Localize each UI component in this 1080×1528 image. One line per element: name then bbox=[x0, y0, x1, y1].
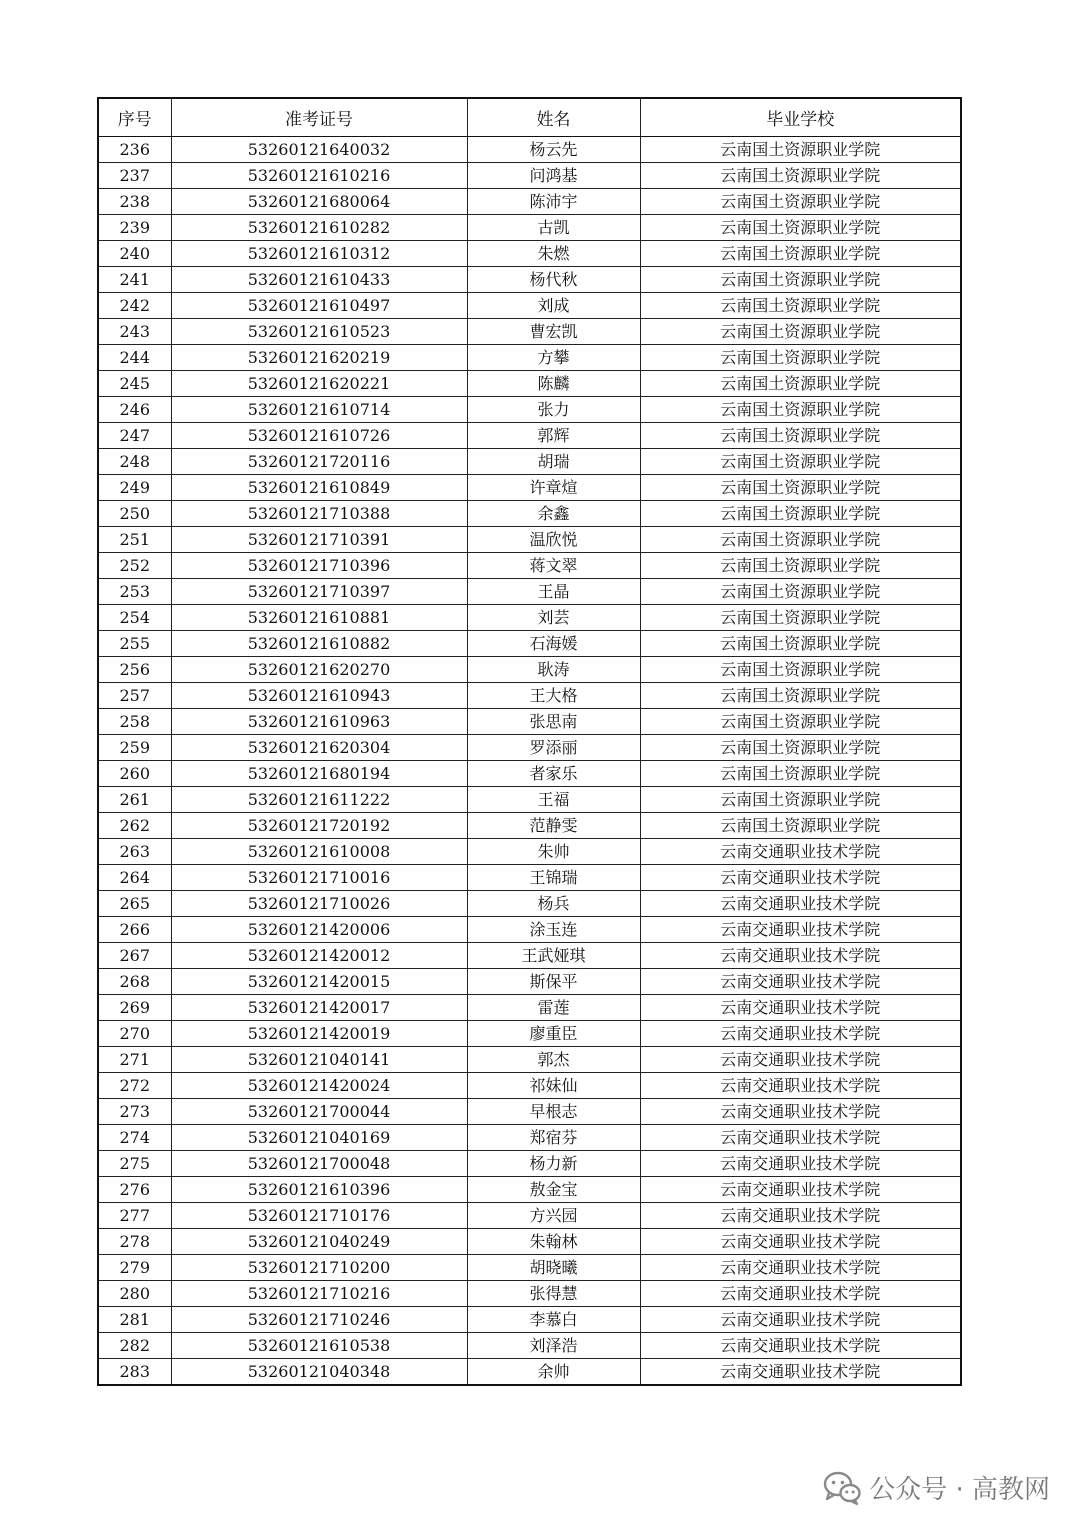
graduate-school: 云南国土资源职业学院 bbox=[640, 189, 961, 215]
table-row bbox=[98, 605, 961, 631]
candidate-name: 王大格 bbox=[467, 683, 640, 709]
row-index: 249 bbox=[98, 475, 171, 501]
exam-number: 53260121420024 bbox=[171, 1073, 467, 1099]
admission-roster-table bbox=[97, 97, 962, 1386]
row-index: 244 bbox=[98, 345, 171, 371]
graduate-school: 云南国土资源职业学院 bbox=[640, 683, 961, 709]
table-row bbox=[98, 995, 961, 1021]
row-index: 283 bbox=[98, 1359, 171, 1386]
graduate-school: 云南交通职业技术学院 bbox=[640, 1359, 961, 1386]
exam-number: 53260121610714 bbox=[171, 397, 467, 423]
candidate-name: 刘成 bbox=[467, 293, 640, 319]
candidate-name: 温欣悦 bbox=[467, 527, 640, 553]
table-row bbox=[98, 631, 961, 657]
exam-number: 53260121420015 bbox=[171, 969, 467, 995]
candidate-name: 杨代秋 bbox=[467, 267, 640, 293]
candidate-name: 郭杰 bbox=[467, 1047, 640, 1073]
row-index: 246 bbox=[98, 397, 171, 423]
row-index: 255 bbox=[98, 631, 171, 657]
graduate-school: 云南交通职业技术学院 bbox=[640, 1151, 961, 1177]
candidate-name: 朱帅 bbox=[467, 839, 640, 865]
row-index: 281 bbox=[98, 1307, 171, 1333]
graduate-school: 云南国土资源职业学院 bbox=[640, 397, 961, 423]
row-index: 237 bbox=[98, 163, 171, 189]
candidate-name: 范静雯 bbox=[467, 813, 640, 839]
candidate-name: 廖重臣 bbox=[467, 1021, 640, 1047]
table-row bbox=[98, 709, 961, 735]
graduate-school: 云南国土资源职业学院 bbox=[640, 501, 961, 527]
table-row bbox=[98, 1359, 961, 1386]
graduate-school: 云南国土资源职业学院 bbox=[640, 137, 961, 163]
header-name: 姓名 bbox=[467, 98, 640, 137]
table-row bbox=[98, 1281, 961, 1307]
table-row bbox=[98, 1021, 961, 1047]
exam-number: 53260121610523 bbox=[171, 319, 467, 345]
table-row bbox=[98, 163, 961, 189]
graduate-school: 云南交通职业技术学院 bbox=[640, 943, 961, 969]
graduate-school: 云南交通职业技术学院 bbox=[640, 995, 961, 1021]
row-index: 254 bbox=[98, 605, 171, 631]
graduate-school: 云南国土资源职业学院 bbox=[640, 605, 961, 631]
exam-number: 53260121040169 bbox=[171, 1125, 467, 1151]
graduate-school: 云南交通职业技术学院 bbox=[640, 969, 961, 995]
graduate-school: 云南国土资源职业学院 bbox=[640, 241, 961, 267]
table-row bbox=[98, 293, 961, 319]
exam-number: 53260121710397 bbox=[171, 579, 467, 605]
table-row bbox=[98, 371, 961, 397]
exam-number: 53260121040141 bbox=[171, 1047, 467, 1073]
exam-number: 53260121610881 bbox=[171, 605, 467, 631]
exam-number: 53260121680064 bbox=[171, 189, 467, 215]
row-index: 259 bbox=[98, 735, 171, 761]
candidate-name: 张得慧 bbox=[467, 1281, 640, 1307]
row-index: 236 bbox=[98, 137, 171, 163]
exam-number: 53260121710396 bbox=[171, 553, 467, 579]
exam-number: 53260121420019 bbox=[171, 1021, 467, 1047]
candidate-name: 雷莲 bbox=[467, 995, 640, 1021]
candidate-name: 者家乐 bbox=[467, 761, 640, 787]
table-row bbox=[98, 943, 961, 969]
candidate-name: 王福 bbox=[467, 787, 640, 813]
row-index: 256 bbox=[98, 657, 171, 683]
graduate-school: 云南国土资源职业学院 bbox=[640, 449, 961, 475]
exam-number: 53260121420012 bbox=[171, 943, 467, 969]
table-row bbox=[98, 267, 961, 293]
table-row bbox=[98, 527, 961, 553]
table-row bbox=[98, 553, 961, 579]
exam-number: 53260121710388 bbox=[171, 501, 467, 527]
graduate-school: 云南交通职业技术学院 bbox=[640, 1255, 961, 1281]
exam-number: 53260121620221 bbox=[171, 371, 467, 397]
exam-number: 53260121640032 bbox=[171, 137, 467, 163]
row-index: 279 bbox=[98, 1255, 171, 1281]
exam-number: 53260121610008 bbox=[171, 839, 467, 865]
table-row bbox=[98, 189, 961, 215]
graduate-school: 云南交通职业技术学院 bbox=[640, 917, 961, 943]
graduate-school: 云南国土资源职业学院 bbox=[640, 423, 961, 449]
table-row bbox=[98, 579, 961, 605]
exam-number: 53260121710391 bbox=[171, 527, 467, 553]
graduate-school: 云南国土资源职业学院 bbox=[640, 631, 961, 657]
header-index: 序号 bbox=[98, 98, 171, 137]
table-row bbox=[98, 891, 961, 917]
graduate-school: 云南国土资源职业学院 bbox=[640, 163, 961, 189]
graduate-school: 云南交通职业技术学院 bbox=[640, 1177, 961, 1203]
candidate-name: 曹宏凯 bbox=[467, 319, 640, 345]
candidate-name: 斯保平 bbox=[467, 969, 640, 995]
candidate-name: 陈沛宇 bbox=[467, 189, 640, 215]
row-index: 257 bbox=[98, 683, 171, 709]
graduate-school: 云南交通职业技术学院 bbox=[640, 1099, 961, 1125]
roster-sheet bbox=[97, 97, 960, 1386]
candidate-name: 耿涛 bbox=[467, 657, 640, 683]
row-index: 282 bbox=[98, 1333, 171, 1359]
table-row bbox=[98, 1307, 961, 1333]
row-index: 260 bbox=[98, 761, 171, 787]
watermark bbox=[823, 1469, 1050, 1506]
exam-number: 53260121610963 bbox=[171, 709, 467, 735]
table-row bbox=[98, 1125, 961, 1151]
exam-number: 53260121610726 bbox=[171, 423, 467, 449]
row-index: 269 bbox=[98, 995, 171, 1021]
exam-number: 53260121610497 bbox=[171, 293, 467, 319]
row-index: 243 bbox=[98, 319, 171, 345]
table-row bbox=[98, 683, 961, 709]
candidate-name: 朱燃 bbox=[467, 241, 640, 267]
candidate-name: 刘泽浩 bbox=[467, 1333, 640, 1359]
graduate-school: 云南国土资源职业学院 bbox=[640, 371, 961, 397]
exam-number: 53260121610538 bbox=[171, 1333, 467, 1359]
table-row bbox=[98, 787, 961, 813]
row-index: 266 bbox=[98, 917, 171, 943]
graduate-school: 云南国土资源职业学院 bbox=[640, 553, 961, 579]
row-index: 265 bbox=[98, 891, 171, 917]
candidate-name: 许章煊 bbox=[467, 475, 640, 501]
row-index: 245 bbox=[98, 371, 171, 397]
table-row bbox=[98, 1255, 961, 1281]
table-row bbox=[98, 865, 961, 891]
table-row bbox=[98, 657, 961, 683]
exam-number: 53260121710176 bbox=[171, 1203, 467, 1229]
candidate-name: 胡瑞 bbox=[467, 449, 640, 475]
row-index: 275 bbox=[98, 1151, 171, 1177]
table-header-row bbox=[98, 98, 961, 137]
candidate-name: 朱翰林 bbox=[467, 1229, 640, 1255]
row-index: 277 bbox=[98, 1203, 171, 1229]
exam-number: 53260121620304 bbox=[171, 735, 467, 761]
table-row bbox=[98, 423, 961, 449]
table-row bbox=[98, 501, 961, 527]
graduate-school: 云南交通职业技术学院 bbox=[640, 1281, 961, 1307]
exam-number: 53260121710246 bbox=[171, 1307, 467, 1333]
row-index: 252 bbox=[98, 553, 171, 579]
graduate-school: 云南国土资源职业学院 bbox=[640, 293, 961, 319]
row-index: 268 bbox=[98, 969, 171, 995]
table-row bbox=[98, 215, 961, 241]
exam-number: 53260121040249 bbox=[171, 1229, 467, 1255]
table-row bbox=[98, 761, 961, 787]
table-row bbox=[98, 1177, 961, 1203]
exam-number: 53260121720116 bbox=[171, 449, 467, 475]
graduate-school: 云南国土资源职业学院 bbox=[640, 579, 961, 605]
exam-number: 53260121420017 bbox=[171, 995, 467, 1021]
table-row bbox=[98, 1203, 961, 1229]
candidate-name: 石海媛 bbox=[467, 631, 640, 657]
candidate-name: 杨力新 bbox=[467, 1151, 640, 1177]
row-index: 274 bbox=[98, 1125, 171, 1151]
row-index: 240 bbox=[98, 241, 171, 267]
candidate-name: 古凯 bbox=[467, 215, 640, 241]
watermark-text: 公众号 · 高教网 bbox=[869, 1475, 1050, 1505]
exam-number: 53260121700048 bbox=[171, 1151, 467, 1177]
exam-number: 53260121620270 bbox=[171, 657, 467, 683]
exam-number: 53260121611222 bbox=[171, 787, 467, 813]
row-index: 239 bbox=[98, 215, 171, 241]
header-school: 毕业学校 bbox=[640, 98, 961, 137]
candidate-name: 敖金宝 bbox=[467, 1177, 640, 1203]
graduate-school: 云南交通职业技术学院 bbox=[640, 1307, 961, 1333]
candidate-name: 王武娅琪 bbox=[467, 943, 640, 969]
table-body bbox=[98, 137, 961, 1386]
candidate-name: 涂玉连 bbox=[467, 917, 640, 943]
graduate-school: 云南交通职业技术学院 bbox=[640, 1203, 961, 1229]
table-row bbox=[98, 1151, 961, 1177]
candidate-name: 刘芸 bbox=[467, 605, 640, 631]
exam-number: 53260121610216 bbox=[171, 163, 467, 189]
row-index: 263 bbox=[98, 839, 171, 865]
exam-number: 53260121710216 bbox=[171, 1281, 467, 1307]
table-row bbox=[98, 397, 961, 423]
row-index: 270 bbox=[98, 1021, 171, 1047]
candidate-name: 胡晓曦 bbox=[467, 1255, 640, 1281]
table-row bbox=[98, 137, 961, 163]
row-index: 253 bbox=[98, 579, 171, 605]
candidate-name: 祁妹仙 bbox=[467, 1073, 640, 1099]
graduate-school: 云南国土资源职业学院 bbox=[640, 267, 961, 293]
table-row bbox=[98, 449, 961, 475]
candidate-name: 陈麟 bbox=[467, 371, 640, 397]
row-index: 262 bbox=[98, 813, 171, 839]
candidate-name: 李慕白 bbox=[467, 1307, 640, 1333]
graduate-school: 云南交通职业技术学院 bbox=[640, 1229, 961, 1255]
row-index: 267 bbox=[98, 943, 171, 969]
row-index: 273 bbox=[98, 1099, 171, 1125]
exam-number: 53260121610312 bbox=[171, 241, 467, 267]
exam-number: 53260121610849 bbox=[171, 475, 467, 501]
exam-number: 53260121610396 bbox=[171, 1177, 467, 1203]
table-row bbox=[98, 917, 961, 943]
graduate-school: 云南交通职业技术学院 bbox=[640, 1333, 961, 1359]
row-index: 241 bbox=[98, 267, 171, 293]
exam-number: 53260121710200 bbox=[171, 1255, 467, 1281]
row-index: 242 bbox=[98, 293, 171, 319]
table-row bbox=[98, 1073, 961, 1099]
graduate-school: 云南国土资源职业学院 bbox=[640, 215, 961, 241]
exam-number: 53260121610943 bbox=[171, 683, 467, 709]
row-index: 264 bbox=[98, 865, 171, 891]
graduate-school: 云南国土资源职业学院 bbox=[640, 709, 961, 735]
candidate-name: 罗添丽 bbox=[467, 735, 640, 761]
table-row bbox=[98, 1047, 961, 1073]
exam-number: 53260121610282 bbox=[171, 215, 467, 241]
exam-number: 53260121710016 bbox=[171, 865, 467, 891]
table-row bbox=[98, 345, 961, 371]
table-row bbox=[98, 241, 961, 267]
table-row bbox=[98, 813, 961, 839]
table-row bbox=[98, 1333, 961, 1359]
row-index: 271 bbox=[98, 1047, 171, 1073]
header-exam-number: 准考证号 bbox=[171, 98, 467, 137]
graduate-school: 云南国土资源职业学院 bbox=[640, 657, 961, 683]
exam-number: 53260121040348 bbox=[171, 1359, 467, 1386]
graduate-school: 云南交通职业技术学院 bbox=[640, 839, 961, 865]
graduate-school: 云南交通职业技术学院 bbox=[640, 865, 961, 891]
exam-number: 53260121610882 bbox=[171, 631, 467, 657]
exam-number: 53260121610433 bbox=[171, 267, 467, 293]
graduate-school: 云南国土资源职业学院 bbox=[640, 735, 961, 761]
graduate-school: 云南交通职业技术学院 bbox=[640, 1125, 961, 1151]
table-row bbox=[98, 319, 961, 345]
candidate-name: 余帅 bbox=[467, 1359, 640, 1386]
exam-number: 53260121620219 bbox=[171, 345, 467, 371]
row-index: 251 bbox=[98, 527, 171, 553]
candidate-name: 方兴园 bbox=[467, 1203, 640, 1229]
candidate-name: 问鸿基 bbox=[467, 163, 640, 189]
exam-number: 53260121700044 bbox=[171, 1099, 467, 1125]
graduate-school: 云南交通职业技术学院 bbox=[640, 1047, 961, 1073]
graduate-school: 云南国土资源职业学院 bbox=[640, 761, 961, 787]
candidate-name: 蒋文翠 bbox=[467, 553, 640, 579]
row-index: 248 bbox=[98, 449, 171, 475]
exam-number: 53260121720192 bbox=[171, 813, 467, 839]
graduate-school: 云南交通职业技术学院 bbox=[640, 891, 961, 917]
row-index: 276 bbox=[98, 1177, 171, 1203]
wechat-icon bbox=[823, 1471, 861, 1505]
table-row bbox=[98, 1229, 961, 1255]
candidate-name: 余鑫 bbox=[467, 501, 640, 527]
table-row bbox=[98, 475, 961, 501]
graduate-school: 云南国土资源职业学院 bbox=[640, 319, 961, 345]
row-index: 247 bbox=[98, 423, 171, 449]
graduate-school: 云南国土资源职业学院 bbox=[640, 787, 961, 813]
graduate-school: 云南国土资源职业学院 bbox=[640, 475, 961, 501]
candidate-name: 王锦瑞 bbox=[467, 865, 640, 891]
graduate-school: 云南国土资源职业学院 bbox=[640, 345, 961, 371]
exam-number: 53260121680194 bbox=[171, 761, 467, 787]
table-row bbox=[98, 735, 961, 761]
row-index: 280 bbox=[98, 1281, 171, 1307]
graduate-school: 云南交通职业技术学院 bbox=[640, 1021, 961, 1047]
candidate-name: 郭辉 bbox=[467, 423, 640, 449]
graduate-school: 云南交通职业技术学院 bbox=[640, 1073, 961, 1099]
row-index: 258 bbox=[98, 709, 171, 735]
exam-number: 53260121710026 bbox=[171, 891, 467, 917]
table-row bbox=[98, 839, 961, 865]
row-index: 238 bbox=[98, 189, 171, 215]
candidate-name: 张思南 bbox=[467, 709, 640, 735]
candidate-name: 张力 bbox=[467, 397, 640, 423]
row-index: 250 bbox=[98, 501, 171, 527]
row-index: 272 bbox=[98, 1073, 171, 1099]
candidate-name: 王晶 bbox=[467, 579, 640, 605]
candidate-name: 杨兵 bbox=[467, 891, 640, 917]
candidate-name: 方攀 bbox=[467, 345, 640, 371]
row-index: 261 bbox=[98, 787, 171, 813]
graduate-school: 云南国土资源职业学院 bbox=[640, 527, 961, 553]
graduate-school: 云南国土资源职业学院 bbox=[640, 813, 961, 839]
candidate-name: 早根志 bbox=[467, 1099, 640, 1125]
exam-number: 53260121420006 bbox=[171, 917, 467, 943]
candidate-name: 杨云先 bbox=[467, 137, 640, 163]
candidate-name: 郑宿芬 bbox=[467, 1125, 640, 1151]
row-index: 278 bbox=[98, 1229, 171, 1255]
table-row bbox=[98, 969, 961, 995]
table-row bbox=[98, 1099, 961, 1125]
